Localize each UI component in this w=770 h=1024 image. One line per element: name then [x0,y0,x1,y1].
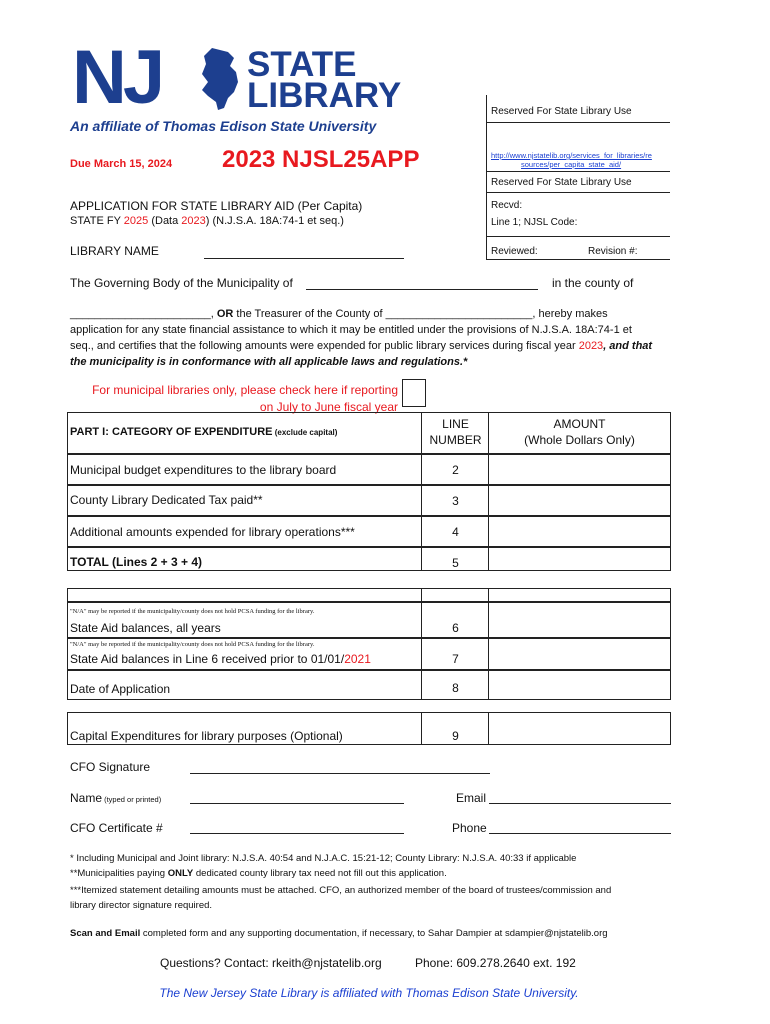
new-jersey-map-icon [198,46,242,112]
application-title: APPLICATION FOR STATE LIBRARY AID (Per Capita) [70,199,363,213]
fiscal-year-checkbox[interactable] [402,379,426,407]
amount-input-line-5[interactable] [490,549,668,569]
phone-label: Phone [452,821,487,835]
row-label: County Library Dedicated Tax paid** [70,493,263,507]
email-field[interactable] [489,803,671,804]
amount-input-line-7[interactable] [490,640,668,668]
footnotes [70,851,611,913]
row-number: 8 [452,681,459,695]
row-number: 4 [452,525,459,539]
divider [486,171,670,172]
fiscal-year: 2023 [578,340,604,352]
aid-url-link[interactable]: http://www.njstatelib.org/services_for_libraries/re [491,151,652,160]
due-date: Due March 15, 2024 [70,158,173,170]
reserved-label-2: Reserved For State Library Use [491,177,632,188]
logo-nj-text: NJ [72,35,162,120]
footnote-1: * Including Municipal and Joint library: N.J.S.A. 40:54 and N.J.A.C. 15:21-12; County Library: N.J.S.A. 40:33 if applicable [70,853,577,864]
divider [486,192,670,193]
revision-label: Revision #: [588,246,638,257]
logo-affiliate-text: An affiliate of Thomas Edison State University [70,118,377,134]
cfo-signature-field[interactable] [190,773,490,774]
na-note: "N/A" may be reported if the municipality/county does not hold PCSA funding for the library. [70,608,315,615]
state-fy-line: STATE FY 2025 (Data 2023) (N.J.S.A. 18A:74-1 et seq.) [70,215,344,227]
row-label: Date of Application [70,682,171,696]
row-number: 2 [452,463,459,477]
recvd-label: Recvd: [491,200,523,211]
line-number-header: LINE NUMBER [429,417,482,447]
email-label: Email [456,791,487,805]
county-text: in the county of [552,276,634,290]
name-label: Name (typed or printed) [70,791,162,805]
cfo-signature-label: CFO Signature [70,760,151,774]
divider [486,122,670,123]
amount-input-line-3[interactable] [490,487,668,513]
amount-input-line-9[interactable] [490,714,668,743]
name-field[interactable] [190,803,404,804]
table-spacer-row [67,588,671,602]
data-year: 2023 [181,215,206,227]
amount-input-line-2[interactable] [490,456,668,482]
governing-body-text: The Governing Body of the Municipality of [70,276,293,290]
total-label: TOTAL (Lines 2 + 3 + 4) [70,555,203,569]
fiscal-year-note: For municipal libraries only, please check here if reporting on July to June fiscal year [92,383,398,414]
affiliation-note: The New Jersey State Library is affiliated with Thomas Edison State University. [159,986,579,1000]
library-name-label: LIBRARY NAME [70,244,159,258]
logo-state-text: STATE [247,45,357,84]
logo-library-text: LIBRARY [247,76,402,115]
reserved-label: Reserved For State Library Use [491,106,632,117]
contact-questions: Questions? Contact: rkeith@njstatelib.org [160,956,382,970]
njsl-code-label: Line 1; NJSL Code: [491,217,578,228]
footnote-3-cont: library director signature required. [70,900,213,911]
amount-input-line-4[interactable] [490,518,668,544]
scan-email-instructions: Scan and Email completed form and any supporting documentation, if necessary, to Sahar Dampier at sdampier@njstatelib.org [70,928,608,939]
row-number: 5 [452,556,459,570]
row-label: State Aid balances in Line 6 received prior to 01/01/2021 [70,652,371,666]
row-number: 6 [452,621,459,635]
row-label: Capital Expenditures for library purposes (Optional) [70,729,343,743]
row-number: 3 [452,494,459,508]
cfo-certificate-label: CFO Certificate # [70,821,163,835]
municipality-field[interactable] [306,289,538,290]
library-name-field[interactable] [204,258,404,259]
footnote-3: ***Itemized statement detailing amounts must be attached. CFO, an authorized member of the board of trustees/commission and [70,885,612,896]
na-note: "N/A" may be reported if the municipality/county does not hold PCSA funding for the library. [70,641,315,648]
row-label: State Aid balances, all years [70,621,221,635]
part-one-label: PART I: CATEGORY OF EXPENDITURE (exclude capital) [70,426,338,438]
aid-url-link-cont[interactable]: sources/per_capita_state_aid/ [521,160,622,169]
amount-input-line-6[interactable] [490,604,668,636]
amount-header: AMOUNT (Whole Dollars Only) [524,417,635,447]
row-number: 9 [452,729,459,743]
phone-field[interactable] [489,833,671,834]
cfo-certificate-field[interactable] [190,833,404,834]
form-title: 2023 NJSL25APP [222,146,420,173]
divider [486,236,670,237]
contact-phone: Phone: 609.278.2640 ext. 192 [415,956,576,970]
footnote-2: **Municipalities paying ONLY dedicated county library tax need not fill out this application. [70,868,447,879]
row-label: Additional amounts expended for library operations*** [70,525,355,539]
row-number: 7 [452,652,459,666]
divider [486,259,670,260]
cutoff-year: 2021 [344,652,371,666]
application-date-input[interactable] [490,672,668,698]
fy-year: 2025 [123,215,149,227]
reviewed-label: Reviewed: [491,246,538,257]
row-label: Municipal budget expenditures to the library board [70,463,337,477]
certification-paragraph: _______________________, OR the Treasurer of the County of ________________________, hereby makes application for any state financial assistance to which it may be entitled under the provisions of N.J.S.A. 18A:74-1 et seq., and certifies that the following amounts were expended for public library services during fiscal year 2023, and that the municipality is in conformance with all applicable laws and regulations.* [70,308,653,368]
